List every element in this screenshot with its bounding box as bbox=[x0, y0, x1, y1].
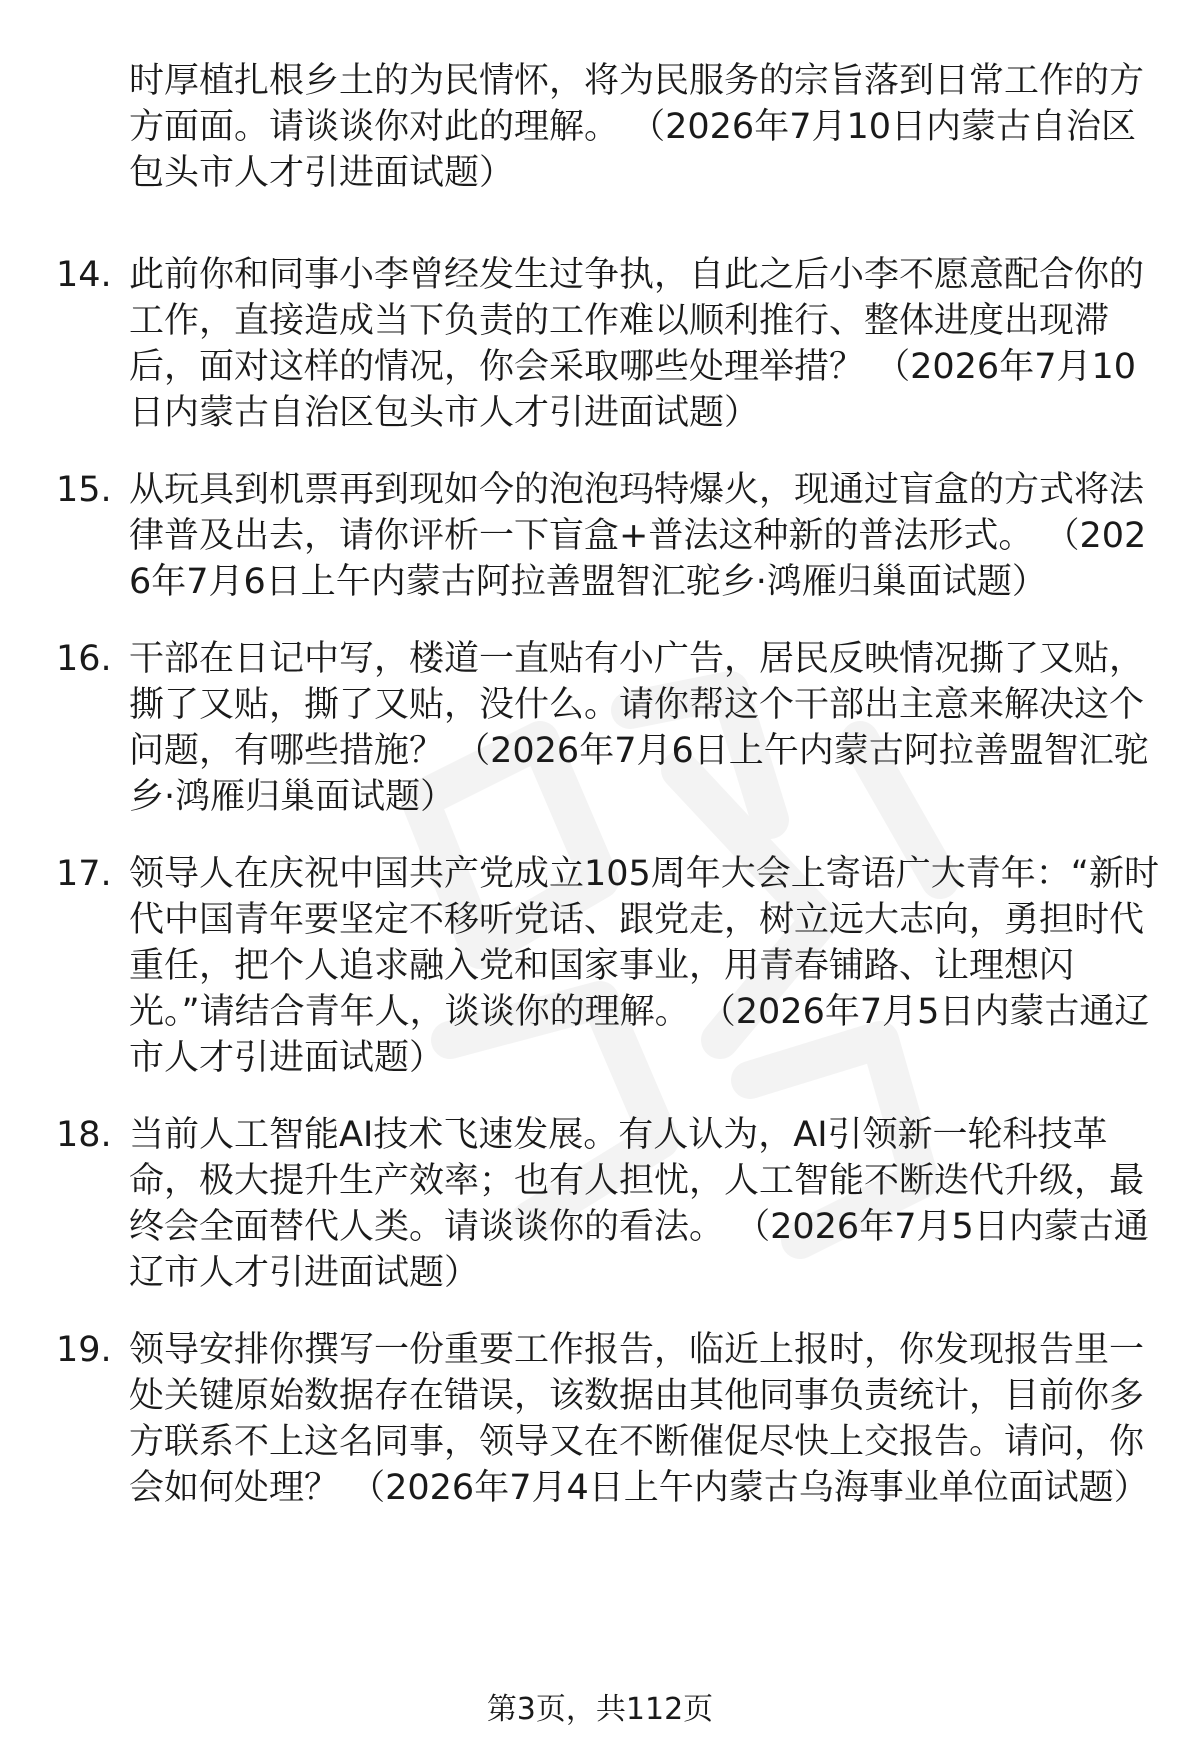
page-footer: 第3页，共112页 bbox=[486, 1692, 714, 1727]
question-text: 领导安排你撰写一份重要工作报告，临近上报时，你发现报告里一处关键原始数据存在错误，该数据由其他同事负责统计，目前你多方联系不上这名同事，领导又在不断催促尽快上交报告。请问，你会如何处理？ （2026年7月4日上午内蒙古乌海事业单位面试题） bbox=[129, 1330, 1149, 1508]
question-item bbox=[0, 851, 1200, 1081]
question-text: 当前人工智能AI技术飞速发展。有人认为，AI引领新一轮科技革命，极大提升生产效率；也有人担忧，人工智能不断迭代升级，最终会全面替代人类。请谈谈你的看法。 （2026年7月5日内蒙古通辽市人才引进面试题） bbox=[129, 1115, 1149, 1293]
question-number: 16. bbox=[56, 639, 112, 679]
question-item bbox=[0, 252, 1200, 436]
question-item bbox=[0, 1112, 1200, 1296]
question-text: 领导人在庆祝中国共产党成立105周年大会上寄语广大青年：“新时代中国青年要坚定不移听党话、跟党走，树立远大志向，勇担时代重任，把个人追求融入党和国家事业，用青春铺路、让理想闪光。”请结合青年人，谈谈你的理解。 （2026年7月5日内蒙古通辽市人才引进面试题） bbox=[129, 854, 1159, 1078]
question-number: 19. bbox=[56, 1330, 112, 1370]
question-item bbox=[0, 467, 1200, 605]
question-number: 15. bbox=[56, 470, 112, 510]
question-item bbox=[0, 636, 1200, 820]
question-number: 17. bbox=[56, 854, 112, 894]
question-text: 此前你和同事小李曾经发生过争执，自此之后小李不愿意配合你的工作，直接造成当下负责的工作难以顺利推行、整体进度出现滞后，面对这样的情况，你会采取哪些处理举措？ （2026年7月10日内蒙古自治区包头市人才引进面试题） bbox=[129, 255, 1145, 433]
question-number: 18. bbox=[56, 1115, 112, 1155]
question-text: 干部在日记中写，楼道一直贴有小广告，居民反映情况撕了又贴，撕了又贴，撕了又贴，没什么。请你帮这个干部出主意来解决这个问题，有哪些措施？ （2026年7月6日上午内蒙古阿拉善盟智汇驼乡·鸿雁归巢面试题） bbox=[129, 639, 1149, 817]
continued-question-text: 时厚植扎根乡土的为民情怀，将为民服务的宗旨落到日常工作的方方面面。请谈谈你对此的理解。 （2026年7月10日内蒙古自治区包头市人才引进面试题） bbox=[129, 61, 1145, 193]
question-item bbox=[0, 1327, 1200, 1511]
question-list bbox=[0, 252, 1200, 1542]
question-text: 从玩具到机票再到现如今的泡泡玛特爆火，现通过盲盒的方式将法律普及出去，请你评析一下盲盒+普法这种新的普法形式。 （2026年7月6日上午内蒙古阿拉善盟智汇驼乡·鸿雁归巢面试题） bbox=[129, 470, 1147, 602]
question-number: 14. bbox=[56, 255, 112, 295]
